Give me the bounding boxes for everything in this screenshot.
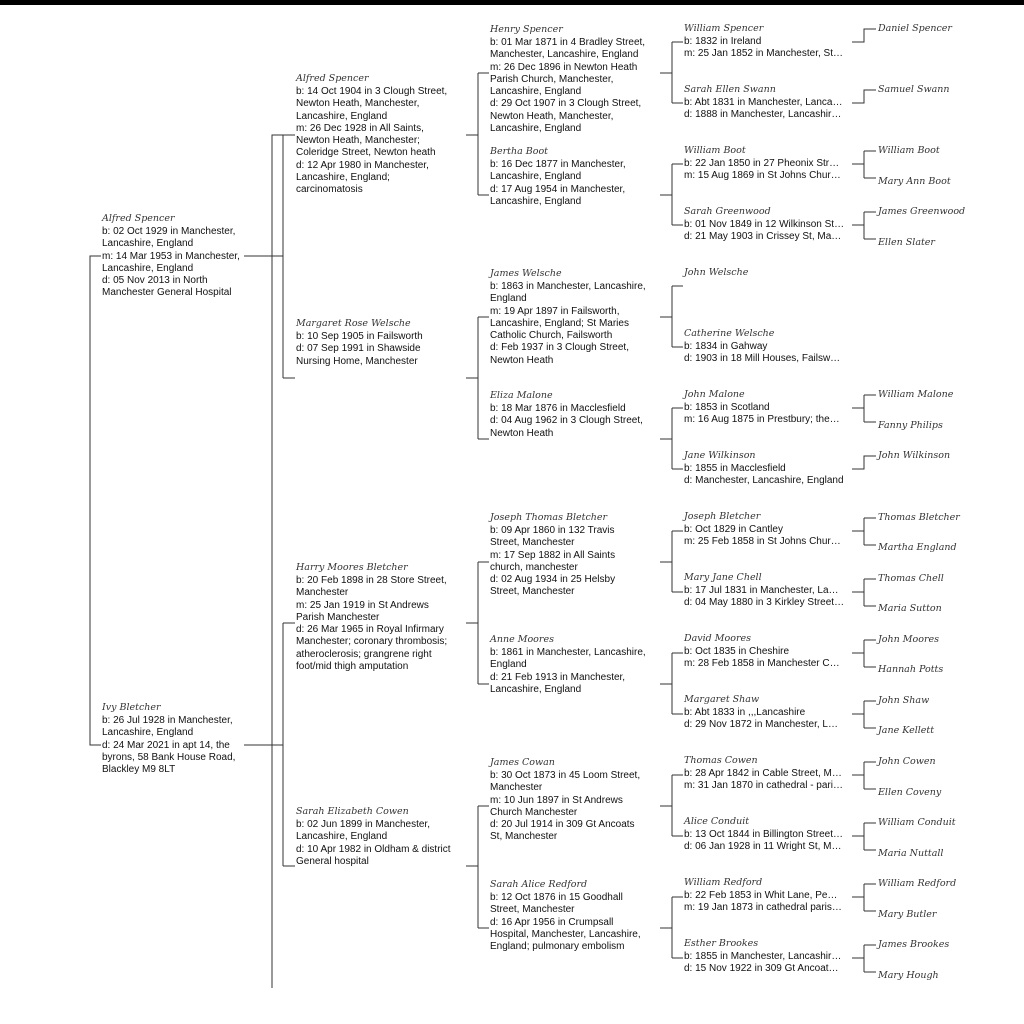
person-ivy-bletcher[interactable]	[102, 702, 258, 776]
death-line: d: 10 Apr 1982 in Oldham & district General hospital	[296, 843, 451, 867]
death-line: d: 04 Aug 1962 in 3 Clough Street, Newton Heath	[490, 415, 643, 439]
person-james-greenwood[interactable]	[878, 206, 978, 218]
marriage-line: m: 26 Dec 1928 in All Saints, Newton Heath, Manchester; Coleridge Street, Newton heath	[296, 122, 436, 159]
birth-line: b: 1861 in Manchester, Lancashire, England	[490, 647, 646, 671]
person-john-shaw[interactable]	[878, 695, 978, 707]
person-name: David Moores	[684, 633, 751, 644]
person-william-spencer[interactable]	[684, 23, 852, 61]
marriage-line: m: 31 Jan 1870 in cathedral - pari…	[684, 780, 843, 792]
person-name: William Boot	[878, 145, 940, 156]
person-name: Mary Butler	[878, 909, 937, 920]
person-name: William Boot	[684, 145, 746, 156]
death-line: d: 07 Sep 1991 in Shawside Nursing Home, Manchester	[296, 343, 421, 367]
birth-line: b: 18 Mar 1876 in Macclesfield	[490, 403, 626, 414]
death-line: d: 06 Jan 1928 in 11 Wright St, M…	[684, 841, 842, 853]
person-name: Thomas Bletcher	[878, 512, 960, 523]
birth-line: b: 1855 in Manchester, Lancashir…	[684, 951, 842, 962]
person-sarah-greenwood[interactable]	[684, 206, 852, 244]
death-line: d: Manchester, Lancashire, England	[684, 475, 844, 487]
person-john-wilkinson[interactable]	[878, 450, 978, 462]
person-sarah-alice-redford[interactable]	[490, 879, 646, 953]
person-name: William Spencer	[684, 23, 764, 34]
person-name: William Malone	[878, 389, 954, 400]
marriage-line: m: 25 Feb 1858 in St Johns Chur…	[684, 536, 841, 548]
birth-line: b: 12 Oct 1876 in 15 Goodhall Street, Manchester	[490, 892, 623, 916]
death-line: d: 24 Mar 2021 in apt 14, the byrons, 58 Bank House Road, Blackley M9 8LT	[102, 739, 236, 776]
birth-line: b: 01 Mar 1871 in 4 Bradley Street, Manchester, Lancashire, England	[490, 37, 646, 61]
death-line: d: 20 Jul 1914 in 309 Gt Ancoats St, Manchester	[490, 819, 635, 843]
marriage-line: m: 15 Aug 1869 in St Johns Chur…	[684, 170, 841, 182]
person-anne-moores[interactable]	[490, 634, 646, 696]
person-thomas-bletcher[interactable]	[878, 512, 978, 524]
person-name: John Welsche	[684, 267, 749, 278]
person-david-moores[interactable]	[684, 633, 852, 671]
person-name: Sarah Greenwood	[684, 206, 771, 217]
person-thomas-cowen[interactable]	[684, 755, 852, 793]
person-thomas-chell[interactable]	[878, 573, 978, 585]
person-name: Maria Sutton	[878, 603, 942, 614]
marriage-line: m: 10 Jun 1897 in St Andrews Church Manchester	[490, 794, 623, 818]
person-name: John Moores	[878, 634, 939, 645]
death-line: d: 1903 in 18 Mill Houses, Failsw…	[684, 353, 841, 365]
birth-line: b: 1855 in Macclesfield	[684, 463, 786, 474]
person-james-brookes[interactable]	[878, 939, 978, 951]
marriage-line: m: 26 Dec 1896 in Newton Heath Parish Church, Manchester, Lancashire, England	[490, 61, 638, 98]
person-alfred-spencer-1904[interactable]	[296, 73, 452, 197]
person-name: Esther Brookes	[684, 938, 759, 949]
marriage-line: m: 17 Sep 1882 in All Saints church, manchester	[490, 549, 616, 573]
person-alfred-spencer-1929[interactable]	[102, 213, 258, 300]
person-john-moores[interactable]	[878, 634, 978, 646]
person-fanny-philips[interactable]	[878, 420, 978, 432]
person-name: Ellen Slater	[878, 237, 935, 248]
birth-line: b: Oct 1829 in Cantley	[684, 524, 783, 535]
birth-line: b: 30 Oct 1873 in 45 Loom Street, Manchester	[490, 770, 641, 794]
death-line: d: 05 Nov 2013 in North Manchester General Hospital	[102, 275, 232, 299]
person-name: Catherine Welsche	[684, 328, 775, 339]
birth-line: b: 17 Jul 1831 in Manchester, La…	[684, 585, 839, 596]
person-name: John Cowen	[878, 756, 936, 767]
birth-line: b: 1853 in Scotland	[684, 402, 770, 413]
person-name: Joseph Bletcher	[684, 511, 761, 522]
person-name: Hannah Potts	[878, 664, 944, 675]
person-maria-nuttall[interactable]	[878, 848, 978, 860]
person-mary-hough[interactable]	[878, 970, 978, 982]
person-name: John Shaw	[878, 695, 930, 706]
person-sarah-ellen-swann[interactable]	[684, 84, 852, 122]
person-name: Anne Moores	[490, 634, 554, 645]
person-ellen-slater[interactable]	[878, 237, 978, 249]
marriage-line: m: 14 Mar 1953 in Manchester, Lancashire, England	[102, 250, 240, 274]
marriage-line: m: 19 Apr 1897 in Failsworth, Lancashire, England; St Maries Catholic Church, Failsworth	[490, 305, 629, 342]
person-name: Bertha Boot	[490, 146, 549, 157]
person-hannah-potts[interactable]	[878, 664, 978, 676]
person-name: Sarah Alice Redford	[490, 879, 588, 890]
birth-line: b: 22 Jan 1850 in 27 Pheonix Str…	[684, 158, 840, 169]
person-name: James Cowan	[490, 757, 555, 768]
person-james-welsche[interactable]	[490, 268, 646, 367]
birth-line: b: 26 Jul 1928 in Manchester, Lancashire, England	[102, 715, 233, 739]
death-line: d: 15 Nov 1922 in 309 Gt Ancoat…	[684, 963, 839, 975]
person-name: Thomas Cowen	[684, 755, 758, 766]
death-line: d: 04 May 1880 in 3 Kirkley Street…	[684, 597, 845, 609]
person-mary-jane-chell[interactable]	[684, 572, 852, 610]
person-name: Alfred Spencer	[102, 213, 175, 224]
person-name: James Brookes	[878, 939, 950, 950]
marriage-line: m: 25 Jan 1919 in St Andrews Parish Manchester	[296, 599, 429, 623]
person-name: Margaret Rose Welsche	[296, 318, 411, 329]
person-william-conduit[interactable]	[878, 817, 978, 829]
person-ellen-coveny[interactable]	[878, 787, 978, 799]
death-line: d: 17 Aug 1954 in Manchester, Lancashire, England	[490, 183, 626, 207]
person-name: Daniel Spencer	[878, 23, 952, 34]
person-name: Joseph Thomas Bletcher	[490, 512, 608, 523]
person-name: Mary Hough	[878, 970, 939, 981]
person-sarah-elizabeth-cowen[interactable]	[296, 806, 452, 868]
person-name: Fanny Philips	[878, 420, 943, 431]
person-margaret-rose-welsche[interactable]	[296, 318, 452, 368]
birth-line: b: 16 Dec 1877 in Manchester, Lancashire, England	[490, 159, 626, 183]
birth-line: b: 1832 in Ireland	[684, 36, 762, 47]
marriage-line: m: 19 Jan 1873 in cathedral paris…	[684, 902, 842, 914]
birth-line: b: 02 Jun 1899 in Manchester, Lancashire, England	[296, 819, 430, 843]
birth-line: b: 20 Feb 1898 in 28 Store Street, Manchester	[296, 575, 447, 599]
birth-line: b: 1863 in Manchester, Lancashire, England	[490, 281, 646, 305]
death-line: d: 12 Apr 1980 in Manchester, Lancashire, England; carcinomatosis	[296, 159, 429, 196]
person-mary-ann-boot[interactable]	[878, 176, 978, 188]
birth-line: b: 22 Feb 1853 in Whit Lane, Pe…	[684, 890, 838, 901]
birth-line: b: Abt 1833 in ,,,Lancashire	[684, 707, 806, 718]
person-harry-moores-bletcher[interactable]	[296, 562, 452, 673]
person-william-boot-elder[interactable]	[878, 145, 978, 157]
death-line: d: Feb 1937 in 3 Clough Street, Newton Heath	[490, 342, 629, 366]
death-line: d: 21 May 1903 in Crissey St, Ma…	[684, 231, 842, 243]
person-name: John Wilkinson	[878, 450, 951, 461]
death-line: d: 29 Oct 1907 in 3 Clough Street, Newton Heath, Manchester, Lancashire, England	[490, 98, 642, 135]
person-name: Ivy Bletcher	[102, 702, 161, 713]
person-william-redford-elder[interactable]	[878, 878, 978, 890]
person-james-cowan[interactable]	[490, 757, 646, 844]
person-joseph-bletcher[interactable]	[684, 511, 852, 549]
person-joseph-thomas-bletcher[interactable]	[490, 512, 646, 599]
person-name: Jane Wilkinson	[684, 450, 756, 461]
birth-line: b: Oct 1835 in Cheshire	[684, 646, 790, 657]
person-name: Alice Conduit	[684, 816, 750, 827]
person-john-welsche[interactable]	[684, 267, 852, 280]
person-maria-sutton[interactable]	[878, 603, 978, 615]
person-name: William Redford	[878, 878, 957, 889]
person-daniel-spencer[interactable]	[878, 23, 978, 35]
person-esther-brookes[interactable]	[684, 938, 852, 976]
death-line: d: 1888 in Manchester, Lancashir…	[684, 109, 842, 121]
person-william-malone[interactable]	[878, 389, 978, 401]
person-name: Alfred Spencer	[296, 73, 369, 84]
person-jane-wilkinson[interactable]	[684, 450, 852, 488]
marriage-line: m: 16 Aug 1875 in Prestbury; the…	[684, 414, 840, 426]
person-william-boot[interactable]	[684, 145, 852, 183]
death-line: d: 21 Feb 1913 in Manchester, Lancashire, England	[490, 671, 626, 695]
birth-line: b: 28 Apr 1842 in Cable Street, M…	[684, 768, 842, 779]
person-name: William Redford	[684, 877, 763, 888]
person-name: William Conduit	[878, 817, 956, 828]
person-name: Sarah Ellen Swann	[684, 84, 776, 95]
person-name: Sarah Elizabeth Cowen	[296, 806, 409, 817]
person-margaret-shaw[interactable]	[684, 694, 852, 732]
person-name: Ellen Coveny	[878, 787, 942, 798]
person-bertha-boot[interactable]	[490, 146, 646, 208]
birth-line: b: 09 Apr 1860 in 132 Travis Street, Manchester	[490, 525, 615, 549]
birth-line: b: Abt 1831 in Manchester, Lanca…	[684, 97, 843, 108]
person-name: Jane Kellett	[878, 725, 935, 736]
person-eliza-malone[interactable]	[490, 390, 646, 440]
person-name: Samuel Swann	[878, 84, 950, 95]
marriage-line: m: 28 Feb 1858 in Manchester C…	[684, 658, 840, 670]
death-line: d: 02 Aug 1934 in 25 Helsby Street, Manchester	[490, 574, 616, 598]
death-line: d: 29 Nov 1872 in Manchester, L…	[684, 719, 838, 731]
person-catherine-welsche[interactable]	[684, 328, 852, 366]
person-name: Harry Moores Bletcher	[296, 562, 408, 573]
person-name: Eliza Malone	[490, 390, 553, 401]
marriage-line: m: 25 Jan 1852 in Manchester, St…	[684, 48, 843, 60]
death-line: d: 26 Mar 1965 in Royal Infirmary Manchester; coronary thrombosis; atheroclerosis; grangrene right foot/mid thigh amputation	[296, 624, 448, 673]
person-name: John Malone	[684, 389, 745, 400]
person-name: Maria Nuttall	[878, 848, 944, 859]
person-name: Mary Jane Chell	[684, 572, 762, 583]
death-line: d: 16 Apr 1956 in Crumpsall Hospital, Manchester, Lancashire, England; pulmonary embolism	[490, 916, 641, 953]
person-henry-spencer[interactable]	[490, 24, 646, 135]
person-name: James Welsche	[490, 268, 562, 279]
person-name: Thomas Chell	[878, 573, 944, 584]
person-samuel-swann[interactable]	[878, 84, 978, 96]
birth-line: b: 01 Nov 1849 in 12 Wilkinson St…	[684, 219, 845, 230]
person-john-malone[interactable]	[684, 389, 852, 427]
person-jane-kellett[interactable]	[878, 725, 978, 737]
birth-line: b: 13 Oct 1844 in Billington Street…	[684, 829, 843, 840]
birth-line: b: 02 Oct 1929 in Manchester, Lancashire, England	[102, 226, 236, 250]
person-name: Mary Ann Boot	[878, 176, 951, 187]
person-william-redford[interactable]	[684, 877, 852, 915]
person-name: Margaret Shaw	[684, 694, 760, 705]
person-martha-england[interactable]	[878, 542, 978, 554]
birth-line: b: 1834 in Gahway	[684, 341, 768, 352]
person-alice-conduit[interactable]	[684, 816, 852, 854]
person-john-cowen[interactable]	[878, 756, 978, 768]
person-name: James Greenwood	[878, 206, 966, 217]
person-mary-butler[interactable]	[878, 909, 978, 921]
birth-line: b: 10 Sep 1905 in Failsworth	[296, 331, 423, 342]
person-name: Martha England	[878, 542, 957, 553]
person-name: Henry Spencer	[490, 24, 563, 35]
birth-line: b: 14 Oct 1904 in 3 Clough Street, Newton Heath, Manchester, Lancashire, England	[296, 86, 448, 122]
